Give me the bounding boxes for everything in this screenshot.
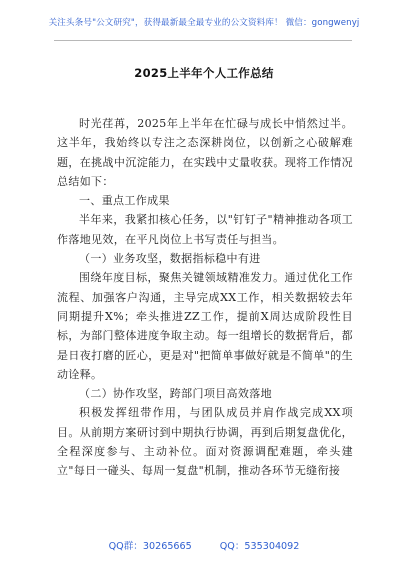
document-body xyxy=(57,114,353,481)
footer-contact xyxy=(0,538,408,552)
header-divider xyxy=(54,40,352,41)
subsection-heading-2: （二）协作攻坚，跨部门项目高效落地 xyxy=(79,387,272,401)
header-promo-text: 关注头条号"公文研究"，获得最新最全最专业的公文资料库！ 微信：gongwenyj xyxy=(48,18,360,28)
document-title: 2025上半年个人工作总结 xyxy=(134,66,274,80)
section-1-intro-paragraph: 半年来，我紧扣核心任务，以"钉钉子"精神推动各项工作落地见效，在平凡岗位上书写责任与担当。 xyxy=(57,213,353,246)
subsection-1-paragraph: 围绕年度目标，聚焦关键领域精准发力。通过优化工作流程、加强客户沟通，主导完成XX工作，相关数据较去年同期提升X%；牵头推进ZZ工作，提前X周达成阶段性目标，为部门整体进度争取主动。每一组增长的数据背后，都是日夜打磨的匠心，更是对"把简单事做好就是不简单"的生动诠释。 xyxy=(57,271,353,381)
subsection-2-paragraph: 积极发挥纽带作用，与团队成员并肩作战完成XX项目。从前期方案研讨到中期执行协调，再到后期复盘优化，全程深度参与、主动补位。面对资源调配难题，牵头建立"每日一碰头、每周一复盘"机制，推动各环节无缝衔接 xyxy=(57,406,353,478)
qq-group-number: QQ群：30265665 xyxy=(108,541,192,552)
qq-number: QQ：535304092 xyxy=(219,541,300,552)
intro-paragraph: 时光荏苒，2025年上半年在忙碌与成长中悄然过半。这半年，我始终以专注之态深耕岗位，以创新之心破解难题，在挑战中沉淀能力，在实践中丈量收获。现将工作情况总结如下： xyxy=(57,117,353,188)
section-heading-1: 一、重点工作成果 xyxy=(79,194,170,208)
subsection-heading-1: （一）业务攻坚，数据指标稳中有进 xyxy=(79,252,261,266)
